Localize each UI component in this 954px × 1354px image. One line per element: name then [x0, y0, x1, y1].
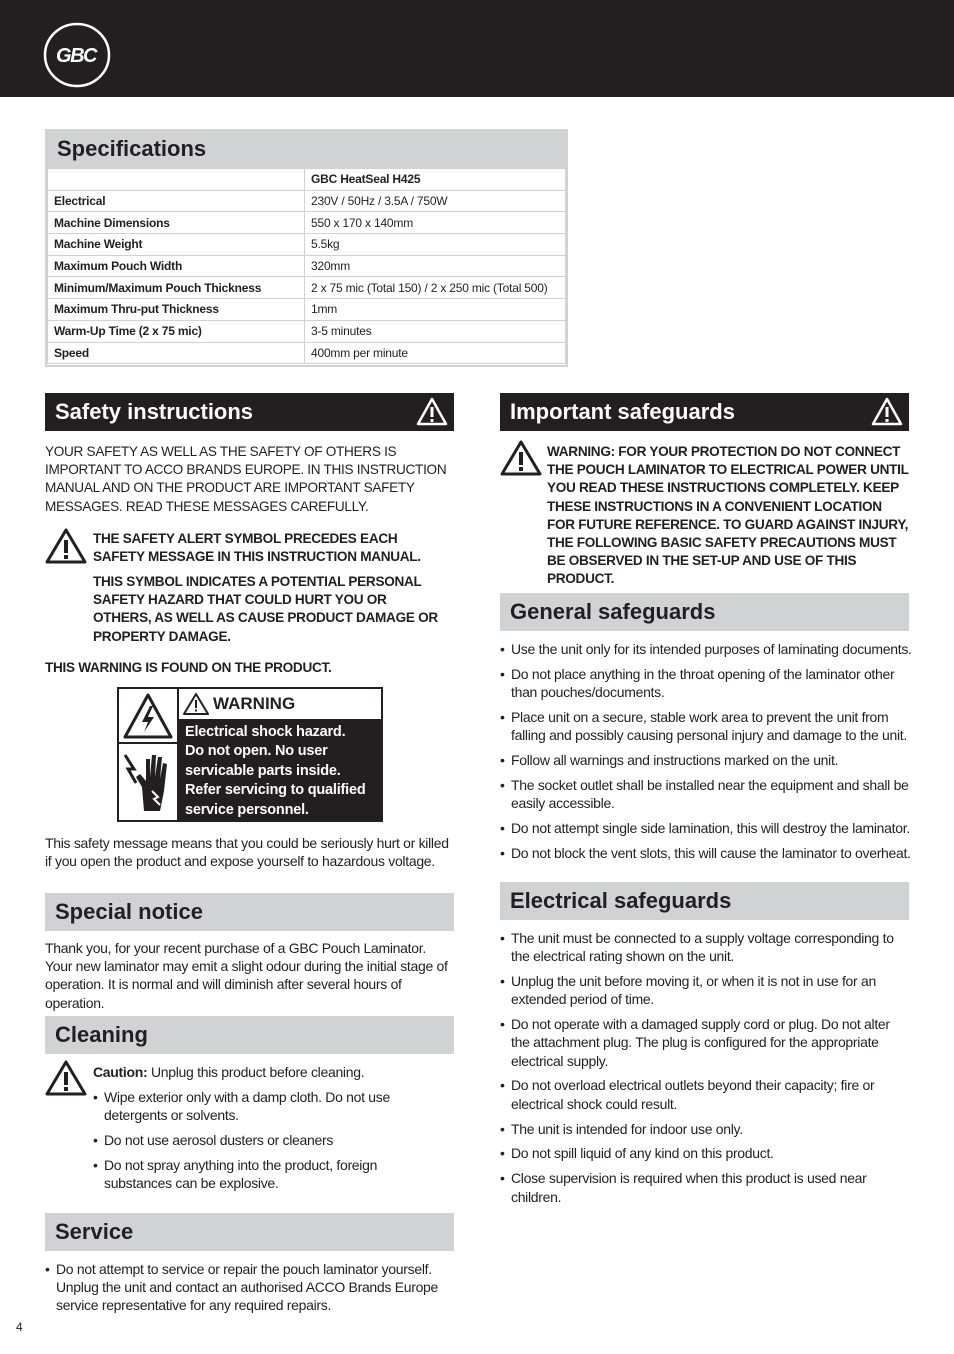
- model-header: GBC HeatSeal H425: [305, 169, 566, 191]
- spec-value: 1mm: [305, 299, 566, 321]
- label-warning-text: Electrical shock hazard. Do not open. No user servicable parts inside. Refer servicing to qualified service personnel.: [179, 719, 381, 820]
- list-item: • Do not place anything in the throat opening of the laminator other than pouches/documents.: [500, 665, 912, 701]
- list-item: • Unplug the unit before moving it, or when it is not in use for an extended period of time.: [500, 972, 905, 1008]
- safety-alert-icon: [45, 528, 87, 564]
- important-warning-icon: [500, 440, 542, 476]
- spec-label: Maximum Thru-put Thickness: [48, 299, 305, 321]
- list-item: • Do not attempt single side lamination, this will destroy the laminator.: [500, 819, 912, 837]
- general-safeguards-list: [500, 640, 912, 869]
- table-row: [48, 299, 566, 321]
- service-title: Service: [45, 1213, 454, 1251]
- safety-alert-text-1: THE SAFETY ALERT SYMBOL PRECEDES EACH SAFETY MESSAGE IN THIS INSTRUCTION MANUAL.: [93, 531, 421, 565]
- list-item: • Do not block the vent slots, this will cause the laminator to overheat.: [500, 844, 912, 862]
- table-row: [48, 190, 566, 212]
- list-item: • Place unit on a secure, stable work area to prevent the unit from falling and possibly causing personal injury and damage to the unit.: [500, 708, 912, 744]
- svg-text:GBC: GBC: [56, 45, 96, 67]
- table-header-row: [48, 169, 566, 191]
- list-item: • Do not spray anything into the product, foreign substances can be explosive.: [93, 1156, 448, 1192]
- electrical-safeguards-title: Electrical safeguards: [500, 882, 909, 920]
- table-row: [48, 234, 566, 256]
- safety-outro: This safety message means that you could be seriously hurt or killed if you open the product and expose yourself to hazardous voltage.: [45, 835, 449, 870]
- list-item: • Do not overload electrical outlets beyond their capacity; fire or electrical shock could result.: [500, 1076, 905, 1112]
- electric-hazard-icon: [122, 692, 174, 740]
- spec-label: Speed: [48, 342, 305, 364]
- page-number: 4: [16, 1320, 23, 1334]
- list-item: • Do not attempt to service or repair the pouch laminator yourself. Unplug the unit and contact an authorised ACCO Brands Europe service representative for any required repairs.: [45, 1260, 440, 1315]
- spec-label: Warm-Up Time (2 x 75 mic): [48, 320, 305, 342]
- safety-alert-text-2: THIS SYMBOL INDICATES A POTENTIAL PERSONAL SAFETY HAZARD THAT COULD HURT YOU OR OTHERS, AS WELL AS CAUSE PRODUCT DAMAGE OR PROPERTY DAMAGE.: [93, 574, 438, 644]
- general-safeguards-title: General safeguards: [500, 593, 909, 631]
- service-list: [45, 1260, 440, 1321]
- table-row: [48, 342, 566, 364]
- spec-label: Minimum/Maximum Pouch Thickness: [48, 277, 305, 299]
- product-warning-label: [117, 687, 383, 822]
- spec-value: 320mm: [305, 255, 566, 277]
- special-notice-text: Thank you, for your recent purchase of a GBC Pouch Laminator. Your new laminator may emit a slight odour during the initial stage of operation. It is normal and will diminish after several hours of operation.: [45, 940, 448, 1011]
- spec-value: 550 x 170 x 140mm: [305, 212, 566, 234]
- cleaning-title: Cleaning: [45, 1016, 454, 1054]
- list-item: • Do not spill liquid of any kind on this product.: [500, 1144, 905, 1162]
- cleaning-list: [93, 1088, 448, 1199]
- spec-value: 5.5kg: [305, 234, 566, 256]
- label-warning-heading: WARNING: [179, 689, 381, 719]
- list-item: • The unit must be connected to a supply voltage corresponding to the electrical rating shown on the unit.: [500, 929, 905, 965]
- header-bar: [0, 0, 954, 97]
- specifications-panel: [45, 129, 568, 367]
- spec-value: 230V / 50Hz / 3.5A / 750W: [305, 190, 566, 212]
- table-row: [48, 277, 566, 299]
- table-row: [48, 320, 566, 342]
- safety-intro: YOUR SAFETY AS WELL AS THE SAFETY OF OTHERS IS IMPORTANT TO ACCO BRANDS EUROPE. IN THIS INSTRUCTION MANUAL AND ON THE PRODUCT ARE IMPORTANT SAFETY MESSAGES. READ THESE MESSAGES CAREFULLY.: [45, 444, 447, 514]
- spec-label: Machine Dimensions: [48, 212, 305, 234]
- hand-shock-icon: [122, 747, 176, 817]
- gbc-logo: [43, 22, 111, 88]
- table-row: [48, 212, 566, 234]
- cleaning-caution: Caution: Unplug this product before cleaning.: [93, 1064, 365, 1080]
- label-symbols: [119, 689, 179, 820]
- list-item: • Follow all warnings and instructions marked on the unit.: [500, 751, 912, 769]
- spec-value: 3-5 minutes: [305, 320, 566, 342]
- important-safeguards-title: Important safeguards: [500, 393, 909, 431]
- safety-instructions-title: Safety instructions: [45, 393, 454, 431]
- spec-value: 2 x 75 mic (Total 150) / 2 x 250 mic (Total 500): [305, 277, 566, 299]
- list-item: • Close supervision is required when this product is used near children.: [500, 1169, 905, 1205]
- important-warning-text: WARNING: FOR YOUR PROTECTION DO NOT CONNECT THE POUCH LAMINATOR TO ELECTRICAL POWER UNTIL YOU READ THESE INSTRUCTIONS COMPLETELY. KEEP THESE INSTRUCTIONS IN A CONVENIENT LOCATION FOR FUTURE REFERENCE. TO GUARD AGAINST INJURY, THE FOLLOWING BASIC SAFETY PRECAUTIONS MUST BE OBSERVED IN THE SET-UP AND USE OF THIS PRODUCT.: [547, 444, 909, 587]
- spec-label: Machine Weight: [48, 234, 305, 256]
- list-item: • Do not use aerosol dusters or cleaners: [93, 1131, 448, 1149]
- warning-triangle-icon: [871, 397, 903, 427]
- spec-value: 400mm per minute: [305, 342, 566, 364]
- list-item: • Do not operate with a damaged supply cord or plug. Do not alter the attachment plug. The plug is configured for the appropriate electrical supply.: [500, 1015, 905, 1070]
- list-item: • The socket outlet shall be installed near the equipment and shall be easily accessible.: [500, 776, 912, 812]
- product-warning-note: THIS WARNING IS FOUND ON THE PRODUCT.: [45, 660, 332, 675]
- specifications-title: Specifications: [47, 129, 566, 168]
- list-item: • Use the unit only for its intended purposes of laminating documents.: [500, 640, 912, 658]
- warning-triangle-icon: [416, 397, 448, 427]
- table-row: [48, 255, 566, 277]
- special-notice-title: Special notice: [45, 893, 454, 931]
- spec-label: Maximum Pouch Width: [48, 255, 305, 277]
- caution-triangle-icon: [45, 1060, 87, 1096]
- specifications-table: [47, 168, 566, 364]
- spec-label: Electrical: [48, 190, 305, 212]
- list-item: • The unit is intended for indoor use only.: [500, 1120, 905, 1138]
- warning-triangle-icon: [183, 693, 209, 715]
- list-item: • Wipe exterior only with a damp cloth. Do not use detergents or solvents.: [93, 1088, 448, 1124]
- electrical-safeguards-list: [500, 929, 905, 1212]
